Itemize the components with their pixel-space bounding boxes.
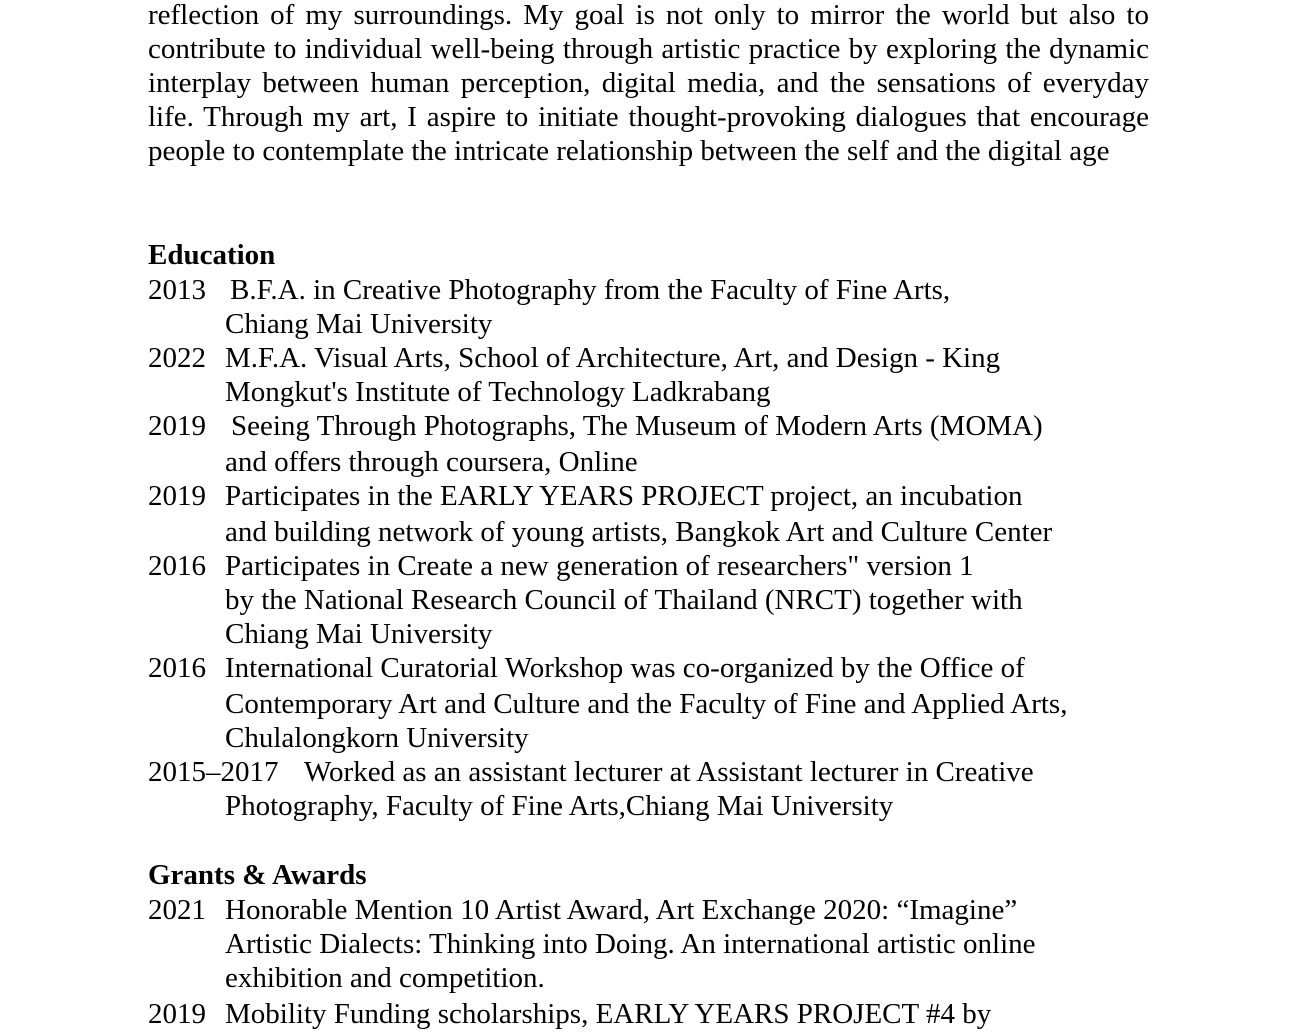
entry-line: Mongkut's Institute of Technology Ladkrabang [225, 376, 771, 408]
entry-year: 2019 [148, 410, 206, 442]
entry-line: B.F.A. in Creative Photography from the Faculty of Fine Arts, [230, 274, 951, 306]
entry-year: 2016 [148, 652, 206, 684]
entry-line: Contemporary Art and Culture and the Faculty of Fine and Applied Arts, [225, 688, 1068, 720]
grants-awards-heading: Grants & Awards [148, 859, 367, 891]
entry-line: M.F.A. Visual Arts, School of Architecture, Art, and Design - King [225, 342, 1001, 374]
entry-line: Mobility Funding scholarships, EARLY YEARS PROJECT #4 by [225, 998, 992, 1030]
education-heading: Education [148, 239, 276, 271]
entry-year: 2019 [148, 998, 206, 1030]
entry-line: exhibition and competition. [225, 962, 545, 994]
entry-year: 2021 [148, 894, 206, 926]
entry-year: 2022 [148, 342, 206, 374]
entry-line: Seeing Through Photographs, The Museum of Modern Arts (MOMA) [231, 410, 1043, 442]
entry-line: Chulalongkorn University [225, 722, 529, 754]
entry-line: and building network of young artists, Bangkok Art and Culture Center [225, 516, 1053, 548]
artist-statement-paragraph: reflection of my surroundings. My goal is not only to mirror the world but also to contribute to individual well-being through artistic practice by exploring the dynamic interplay between human perception, digital media, and the sensations of everyday life. Through my art, I aspire to initiate thought-provoking dialogues that encourage people to contemplate the intricate relationship between the self and the digital age [148, 0, 1149, 167]
entry-year: 2015–2017 [148, 756, 279, 788]
entry-line: Chiang Mai University [225, 308, 493, 340]
entry-line: Worked as an assistant lecturer at Assistant lecturer in Creative [304, 756, 1034, 788]
entry-line: Honorable Mention 10 Artist Award, Art Exchange 2020: “Imagine” [225, 894, 1018, 926]
entry-year: 2016 [148, 550, 206, 582]
entry-year: 2013 [148, 274, 206, 306]
entry-line: by the National Research Council of Thailand (NRCT) together with [225, 584, 1023, 616]
entry-line: Participates in the EARLY YEARS PROJECT project, an incubation [225, 480, 1023, 512]
entry-line: Photography, Faculty of Fine Arts,Chiang Mai University [225, 790, 894, 822]
entry-line: Artistic Dialects: Thinking into Doing. An international artistic online [225, 928, 1036, 960]
entry-line: Participates in Create a new generation of researchers" version 1 [225, 550, 974, 582]
entry-line: Chiang Mai University [225, 618, 493, 650]
entry-line: and offers through coursera, Online [225, 446, 638, 478]
entry-year: 2019 [148, 480, 206, 512]
entry-line: International Curatorial Workshop was co-organized by the Office of [225, 652, 1025, 684]
